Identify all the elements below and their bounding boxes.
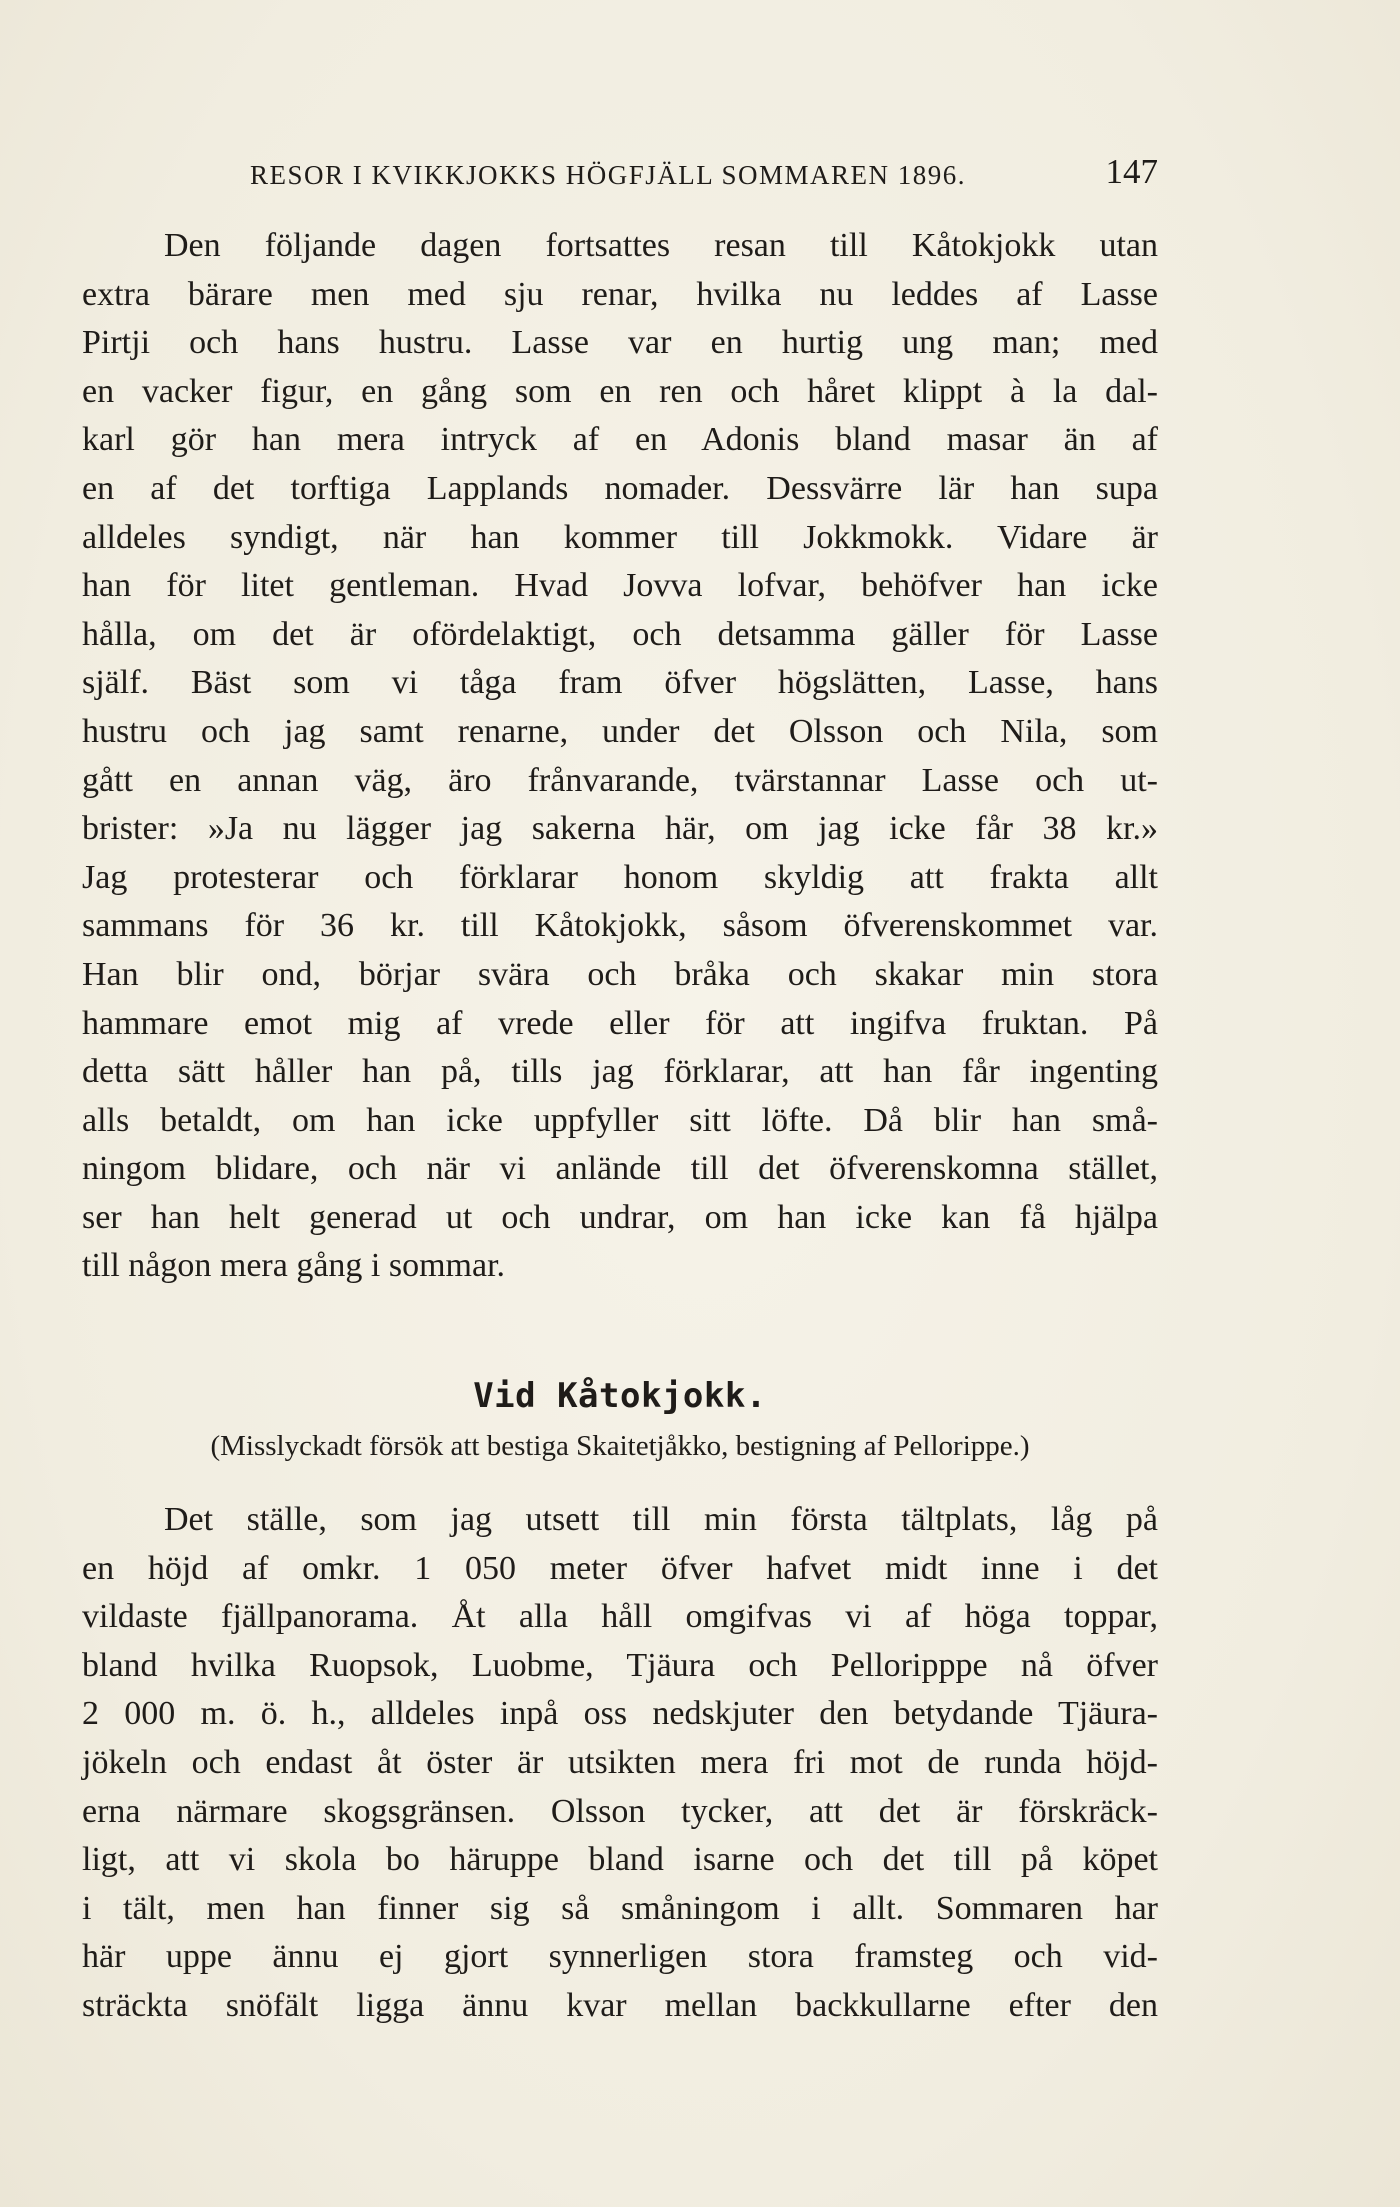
text-line: en af det torftiga Lapplands nomader. Dessvärre lär han supa (82, 469, 1158, 507)
section-subtitle: (Misslyckadt försök att bestiga Skaitetjåkko, bestigning af Pellorippe.) (210, 1430, 1030, 1462)
text-line: gått en annan väg, äro frånvarande, tvärstannar Lasse och ut- (82, 761, 1158, 799)
text-line: alldeles syndigt, när han kommer till Jokkmokk. Vidare är (82, 518, 1158, 556)
text-line: en höjd af omkr. 1 050 meter öfver hafvet midt inne i det (82, 1549, 1158, 1587)
text-line: Den följande dagen fortsattes resan till Kåtokjokk utan (164, 227, 1158, 264)
text-line: 2 000 m. ö. h., alldeles inpå oss nedskjuter den betydande Tjäura- (82, 1695, 1158, 1733)
text-line: ningom blidare, och när vi anlände till det öfverenskomna stället, (82, 1150, 1158, 1188)
section-title: Vid Kåtokjokk. (473, 1376, 767, 1416)
paragraph-2 (82, 1496, 1158, 2031)
text-line: hålla, om det är ofördelaktigt, och detsamma gäller för Lasse (82, 615, 1158, 653)
text-line: Han blir ond, börjar svära och bråka och skakar min stora (82, 955, 1158, 993)
text-line: i tält, men han finner sig så småningom i allt. Sommaren har (82, 1889, 1158, 1927)
text-line: en vacker figur, en gång som en ren och håret klippt à la dal- (82, 372, 1158, 410)
text-line: jökeln och endast åt öster är utsikten mera fri mot de runda höjd- (82, 1743, 1158, 1781)
text-line: erna närmare skogsgränsen. Olsson tycker, att det är förskräck- (82, 1792, 1158, 1830)
text-line: Det ställe, som jag utsett till min första tältplats, låg på (164, 1501, 1158, 1538)
text-line: karl gör han mera intryck af en Adonis bland masar än af (82, 421, 1158, 459)
text-line: bland hvilka Ruopsok, Luobme, Tjäura och Pelloripppe nå öfver (82, 1646, 1158, 1684)
running-title: RESOR I KVIKKJOKKS HÖGFJÄLL SOMMAREN 1896. (250, 160, 967, 190)
text-line: alls betaldt, om han icke uppfyller sitt löfte. Då blir han små- (82, 1101, 1158, 1139)
text-line: själf. Bäst som vi tåga fram öfver högslätten, Lasse, hans (82, 664, 1158, 702)
text-line: detta sätt håller han på, tills jag förklarar, att han får ingenting (82, 1053, 1158, 1091)
text-line: sträckta snöfält ligga ännu kvar mellan backkullarne efter den (82, 1986, 1158, 2024)
text-line: han för litet gentleman. Hvad Jovva lofvar, behöfver han icke (82, 567, 1158, 605)
text-line: ser han helt generad ut och undrar, om han icke kan få hjälpa (82, 1198, 1158, 1236)
text-line: till någon mera gång i sommar. (82, 1247, 506, 1285)
text-line: vildaste fjällpanorama. Åt alla håll omgifvas vi af höga toppar, (82, 1598, 1158, 1636)
text-line: sammans för 36 kr. till Kåtokjokk, såsom öfverenskommet var. (82, 907, 1158, 945)
text-line: här uppe ännu ej gjort synnerligen stora framsteg och vid- (82, 1938, 1158, 1976)
text-line: hammare emot mig af vrede eller för att ingifva fruktan. På (82, 1004, 1158, 1042)
text-line: extra bärare men med sju renar, hvilka nu leddes af Lasse (82, 275, 1158, 313)
page-number: 147 (1105, 152, 1158, 191)
page-header (82, 150, 1158, 200)
text-line: Jag protesterar och förklarar honom skyldig att frakta allt (82, 858, 1158, 896)
text-line: ligt, att vi skola bo häruppe bland isarne och det till på köpet (82, 1841, 1158, 1879)
paragraph-1 (82, 222, 1158, 1291)
text-line: hustru och jag samt renarne, under det Olsson och Nila, som (82, 712, 1158, 750)
text-line: brister: »Ja nu lägger jag sakerna här, om jag icke får 38 kr.» (82, 810, 1158, 848)
text-line: Pirtji och hans hustru. Lasse var en hurtig ung man; med (82, 324, 1158, 362)
